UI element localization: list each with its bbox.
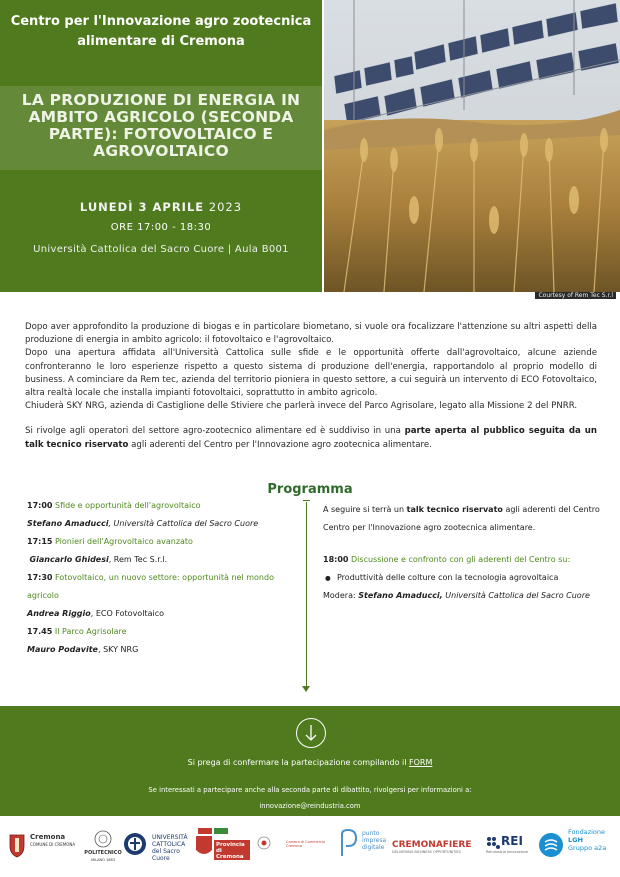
speaker-affiliation: , ECO Fotovoltaico xyxy=(90,609,164,618)
program-item xyxy=(27,623,299,641)
intro-paragraph: Chiuderà SKY NRG, azienda di Castiglione delle Stiviere che parlerà invece del Parco Agrisolare, legato alla Missione 2 del PNRR. xyxy=(25,401,578,412)
confirm-text xyxy=(0,758,620,767)
moderator-affiliation: Università Cattolica del Sacro Cuore xyxy=(442,591,590,600)
speaker-name: Stefano Amaducci xyxy=(27,519,109,528)
program-speaker xyxy=(27,551,299,569)
talk-description xyxy=(323,501,603,537)
lgh-icon xyxy=(538,832,564,858)
item-time: 18:00 xyxy=(323,555,349,564)
program-item xyxy=(27,497,299,515)
pid-icon xyxy=(338,828,360,858)
photo-illustration xyxy=(324,0,620,292)
second-part-info: Se interessati a partecipare anche alla seconda parte di dibattito, rivolgersi per informazioni a: xyxy=(148,786,472,794)
pid-label-3: digitale xyxy=(362,844,385,851)
item-topic: Pionieri dell'Agrovoltaico avanzato xyxy=(55,537,193,546)
hero-section xyxy=(0,0,620,298)
speaker-affiliation: , Università Cattolica del Sacro Cuore xyxy=(108,519,259,528)
audience-highlight: parte aperta al pubblico seguita da un talk tecnico riservato xyxy=(25,426,597,450)
speaker-name: Mauro Podavite xyxy=(27,645,98,654)
photo-credit: Courtesy of Rem Tec S.r.l xyxy=(535,292,616,299)
program-item xyxy=(27,569,299,605)
cremonafiere-sub: DELIVERING BUSINESS OPPORTUNITIES xyxy=(392,850,461,854)
hero-photo-solar-wheat xyxy=(324,0,620,292)
speaker-name: Andrea Riggio xyxy=(27,609,91,618)
spacer xyxy=(323,537,603,551)
talk-highlight: talk tecnico riservato xyxy=(406,505,503,514)
moderator-label: Modera: xyxy=(323,591,359,600)
program-title: Programma xyxy=(267,482,353,497)
item-time: 17.45 xyxy=(27,627,53,636)
camera-label: Camera di Commercio Cremona xyxy=(286,840,326,848)
item-topic: Discussione e confronto con gli aderenti del Centro su: xyxy=(351,555,571,564)
logo-cremonafiere xyxy=(392,840,484,854)
camera-seal-icon xyxy=(257,836,271,850)
cattolica-seal-icon xyxy=(123,832,147,856)
logo-camera xyxy=(257,836,271,852)
logo-polimi xyxy=(80,830,126,864)
cattolica-label: UNIVERSITÀ CATTOLICA del Sacro Cuore xyxy=(152,834,188,862)
intro-paragraph: Dopo aver approfondito la produzione di biogas e in particolare biometano, si vuole ora focalizzare l'attenzione su altri aspetti della produzione di energia in ambito agricolo: il fotovoltaico e l'agrovoltaico. xyxy=(25,322,597,346)
polimi-label: POLITECNICO xyxy=(84,850,122,856)
item-topic: Il Parco Agrisolare xyxy=(54,627,127,636)
intro-text xyxy=(25,321,597,452)
cremona-label: Cremona xyxy=(30,833,66,841)
event-title: LA PRODUZIONE DI ENERGIA IN AMBITO AGRICOLO (SECONDA PARTE): FOTOVOLTAICO E AGROVOLTAICO xyxy=(21,91,301,160)
contact-email[interactable]: innovazione@reindustria.com xyxy=(259,802,361,810)
lgh-label-3: Gruppo a2a xyxy=(568,844,607,852)
intro-audience xyxy=(25,425,597,451)
program-item xyxy=(323,551,603,569)
pid-label-2: impresa xyxy=(362,837,387,844)
hero-panel xyxy=(0,0,322,292)
event-time: ORE 17:00 - 18:30 xyxy=(110,222,212,233)
footer-band xyxy=(0,706,620,816)
program-speaker xyxy=(27,515,299,533)
logo-pid xyxy=(338,828,387,860)
item-time: 17:15 xyxy=(27,537,53,546)
program-right-column xyxy=(323,501,603,605)
polimi-seal-icon xyxy=(94,830,112,848)
item-topic: Sfide e opportunità dell'agrovoltaico xyxy=(55,501,201,510)
audience-text-end: agli aderenti del Centro per l'Innovazione agro zootecnica alimentare. xyxy=(128,439,432,450)
talk-text: A seguire si terrà un xyxy=(323,505,407,514)
logo-cattolica xyxy=(123,832,147,858)
lgh-label-1: Fondazione xyxy=(568,828,606,836)
lgh-label xyxy=(568,828,610,852)
item-time: 17:30 xyxy=(27,573,53,582)
crest-icon xyxy=(8,832,26,858)
talk-text-end: agli aderenti del Centro Centro per l'Innovazione agro zootecnica alimentare. xyxy=(323,505,600,532)
program-speaker xyxy=(27,605,299,623)
audience-text: Si rivolge agli operatori del settore agro-zootecnico alimentare ed è suddiviso in una xyxy=(25,426,405,437)
lgh-label-2: LGH xyxy=(568,836,583,844)
form-link[interactable]: FORM xyxy=(409,758,433,767)
speaker-affiliation: , SKY NRG xyxy=(97,645,139,654)
event-date-day: LUNEDÌ 3 APRILE xyxy=(79,200,205,214)
rei-icon xyxy=(486,836,500,850)
speaker-name: Giancarlo Ghidesi xyxy=(29,555,109,564)
event-venue: Università Cattolica del Sacro Cuore | Aula B001 xyxy=(33,244,289,255)
scroll-down-button[interactable] xyxy=(296,718,326,748)
organizer-name: Centro per l'Innovazione agro zootecnica alimentare di Cremona xyxy=(10,14,312,49)
event-date xyxy=(0,200,322,214)
spacer xyxy=(25,413,597,425)
item-topic: Fotovoltaico, un nuovo settore: opportunità nel mondo agricolo xyxy=(27,573,274,600)
logo-provincia xyxy=(192,828,250,866)
cremona-sub: COMUNE DI CREMONA xyxy=(30,842,76,847)
pid-label xyxy=(362,830,394,851)
moderator-line xyxy=(323,587,603,605)
event-date-year: 2023 xyxy=(208,200,243,214)
bullet-item: ● Produttività delle colture con la tecnologia agrovoltaica xyxy=(323,569,603,587)
speaker-affiliation: , Rem Tec S.r.l. xyxy=(108,555,168,564)
program-item xyxy=(27,533,299,551)
provincia-label: Provincia di Cremona xyxy=(216,842,245,860)
timeline-line xyxy=(306,502,307,690)
rei-label: REI xyxy=(501,834,523,848)
moderator-name: Stefano Amaducci, xyxy=(358,591,443,600)
timeline-arrow-icon xyxy=(302,686,310,692)
pid-label-1: punto xyxy=(362,830,380,837)
rei-sub: Reindustria Innovazione xyxy=(486,850,529,854)
intro-paragraph: Dopo una apertura affidata all'Università Cattolica sulle sfide e le opportunità offerte dall'agrovoltaico, alcune aziende confronteranno le loro esperienze rispetto a questo sistema di produzione dell'energia, rapportandolo al proprio modello di business. A cominciare da Rem tec, azienda del territorio pioniera in questo settore, a cui seguirà un intervento di ECO Fotovoltaico, altra realtà locale che installa impianti fotovoltaici, soprattutto in ambito agricolo. xyxy=(25,348,597,399)
confirm-label: Si prega di confermare la partecipazione compilando il xyxy=(187,758,410,767)
cremonafiere-label: CREMONAFIERE xyxy=(392,840,472,850)
item-time: 17:00 xyxy=(27,501,53,510)
program-left-column xyxy=(27,497,299,659)
polimi-sub: MILANO 1863 xyxy=(91,858,115,862)
partner-logos xyxy=(0,818,620,877)
program-speaker xyxy=(27,641,299,659)
arrow-down-icon xyxy=(297,719,325,747)
